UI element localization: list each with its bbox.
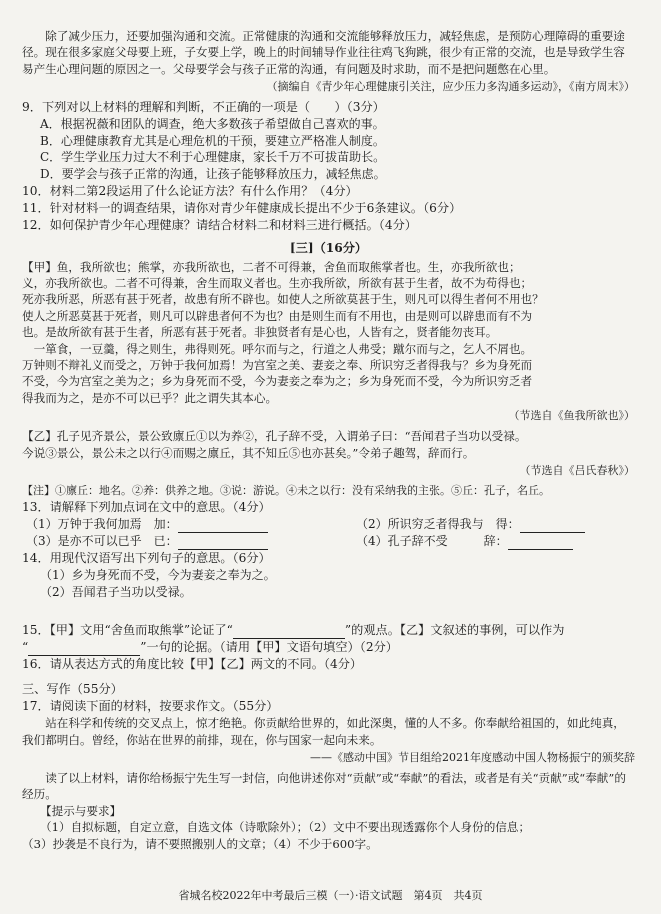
- passage-jia-line: 一箪食，一豆羹，得之则生，弗得则死。呼尔而与之，行道之人弗受；蹴尔而与之，乞人不屑也。: [22, 341, 533, 356]
- question-14-item-1: （1）乡为身死而不受，今为妻妾之奉为之。: [40, 568, 276, 583]
- intro-paragraph: 除了减少压力，还要加强沟通和交流。正常健康的沟通和交流能够释放压力，减轻焦虑，是预防心理障碍的重要途径。现在很多家庭父母要上班，子女要上学，晚上的时间辅导作业往往鸡飞狗跳，很少有正常的交流，也是导致学生容易产生心理问题的原因之一。父母要学会与孩子正常的沟通，有问题及时求助，而不是把问题憋在心里。: [22, 29, 625, 76]
- writing-section-title: 三、写作（55分）: [22, 682, 123, 697]
- passage-jia-line: 义，亦我所欲也。二者不可得兼，舍生而取义者也。生亦我所欲，所欲有甚于生者，故不为苟得也；: [22, 276, 533, 290]
- question-14-item-2: （2）吾闻君子当功以受禄。: [40, 584, 192, 599]
- question-17-material-source: ——《感动中国》节目组给2021年度感动中国人物杨振宁的颁奖辞: [310, 751, 635, 765]
- answer-blank[interactable]: [178, 537, 268, 550]
- q13-item-2: （2）所识穷乏者得我与: [356, 517, 484, 532]
- question-17-task: 读了以上材料，请你给杨振宁先生写一封信，向他讲述你对“贡献”或“奉献”的看法，或者是有关“贡献”或“奉献”的经历。: [22, 771, 626, 802]
- passage-jia-line: 也。是故所欲有甚于生者，所恶有甚于死者。非独贤者有是心也，人皆有之，贤者能勿丧耳。: [22, 325, 498, 340]
- q13-item-3: （3）是亦不可以已乎: [26, 534, 142, 549]
- passage-jia-line: 得我而为之，是亦不可以已乎？此之谓失其本心。: [22, 390, 278, 405]
- page-footer: 省城名校2022年中考最后三模（一）·语文试题 第4页 共4页: [178, 889, 483, 902]
- question-13-row: [22, 516, 635, 533]
- passage-yi-source: （节选自《吕氏春秋》）: [519, 464, 635, 478]
- passage-jia-line: 死亦我所恶，所恶有甚于死者，故患有所不辟也。如使人之所欲莫甚于生，则凡可以得生者何不用也？: [22, 292, 544, 307]
- section-3-title: [三]（16分）: [289, 240, 368, 255]
- intro-source: （摘编自《青少年心理健康引关注，应少压力多沟通多运动》，《南方周末》）: [266, 80, 635, 94]
- question-17-hint-title: 【提示与要求】: [40, 803, 122, 818]
- question-17-hint-line: （1）自拟标题，自定立意，自选文体（诗歌除外）；（2）文中不要出现透露你个人身份的信息；: [40, 820, 531, 835]
- question-17-hint-line: （3）抄袭是不良行为，请不要照搬别人的文章；（4）不少于600字。: [22, 836, 378, 851]
- question-9-option-a: A．根据祝薇和团队的调查，绝大多数孩子希望做自己喜欢的事。: [40, 117, 385, 132]
- question-9-stem: 9．下列对以上材料的理解和判断，不正确的一项是（ ）（3分）: [22, 100, 385, 115]
- answer-blank[interactable]: [178, 520, 268, 533]
- answer-blank[interactable]: [520, 520, 585, 533]
- passage-yi-line: 【乙】孔子见齐景公，景公致廪丘①以为养②，孔子辞不受，入谓弟子曰：“吾闻君子当功以受禄。: [22, 429, 527, 444]
- question-17-stem: 17．请阅读下面的材料，按要求作文。（55分）: [22, 699, 279, 714]
- q13-item-1-label: 加：: [153, 517, 178, 532]
- q13-item-1: （1）万钟于我何加焉: [26, 517, 142, 532]
- question-15-line-2: “ ”一句的论据。（请用【甲】文语句填空）（2分）: [22, 640, 398, 655]
- passage-yi-line: 今说③景公，景公未之以行④而赐之廪丘，其不知丘⑤也亦甚矣。”令弟子趣驾，辞而行。: [22, 445, 475, 460]
- q13-item-4-label: 辞：: [483, 534, 508, 549]
- passage-jia-line: 不受，今为宫室之美为之；乡为身死而不受，今为妻妾之奉为之；乡为身死而不受，今为所识穷乏者: [22, 374, 533, 389]
- question-16: 16．请从表达方式的角度比较【甲】【乙】两文的不同。（4分）: [22, 657, 363, 672]
- question-15-line-1: 15．【甲】文用“舍鱼而取熊掌”论证了“ ”的观点。【乙】文叙述的事例，可以作为: [22, 623, 565, 638]
- passage-jia: [22, 259, 635, 407]
- answer-blank[interactable]: [508, 537, 573, 550]
- passage-jia-source: （节选自《鱼我所欲也》）: [508, 409, 635, 423]
- question-9-option-b: B．心理健康教育尤其是心理危机的干预，要建立严格准人制度。: [40, 133, 385, 148]
- question-9-option-d: D．要学会与孩子正常的沟通，让孩子能够释放压力，减轻焦虑。: [40, 167, 386, 181]
- passage-notes: 【注】①廪丘：地名。②养：供养之地。③说：游说。④未之以行：没有采纳我的主张。⑤丘：孔子，名丘。: [22, 484, 550, 498]
- question-9-option-c: C．学生学业压力过大不利于心理健康，家长千万不可拔苗助长。: [40, 150, 386, 165]
- passage-yi: [22, 428, 635, 461]
- question-12: 12．如何保护青少年心理健康？请结合材料二和材料三进行概括。（4分）: [22, 217, 417, 232]
- q13-item-2-label: 得：: [495, 517, 520, 532]
- question-17-material: 站在科学和传统的交叉点上，惊才绝艳。你贡献给世界的，如此深奥，懂的人不多。你奉献给祖国的，如此纯真，我们都明白。曾经，你站在世界的前排，现在，你与国家一起向未来。: [22, 716, 625, 747]
- question-13-row: [22, 533, 635, 550]
- answer-blank[interactable]: [233, 626, 345, 639]
- q13-item-3-label: 已：: [153, 534, 178, 549]
- question-11: 11．针对材料一的调查结果，请你对青少年健康成长提出不少于6条建议。（6分）: [22, 200, 462, 215]
- q13-item-4: （4）孔子辞不受: [356, 534, 448, 549]
- passage-jia-line: 万钟则不辩礼义而受之，万钟于我何加焉！为宫室之美、妻妾之奉、所识穷乏者得我与？乡为身死而: [22, 358, 533, 373]
- question-10: 10．材料二第2段运用了什么论证方法？有什么作用？（4分）: [22, 183, 358, 198]
- answer-blank[interactable]: [28, 643, 140, 656]
- question-14-stem: 14．用现代汉语写出下列句子的意思。（6分）: [22, 551, 271, 566]
- passage-jia-line: 【甲】鱼，我所欲也；熊掌，亦我所欲也，二者不可得兼，舍鱼而取熊掌者也。生，亦我所欲也；: [22, 259, 521, 274]
- question-13-stem: 13．请解释下列加点词在文中的意思。（4分）: [22, 500, 271, 515]
- passage-jia-line: 使人之所恶莫甚于死者，则凡可以辟患者何不为也？由是则生而有不用也，由是则可以辟患而有不为: [22, 308, 533, 323]
